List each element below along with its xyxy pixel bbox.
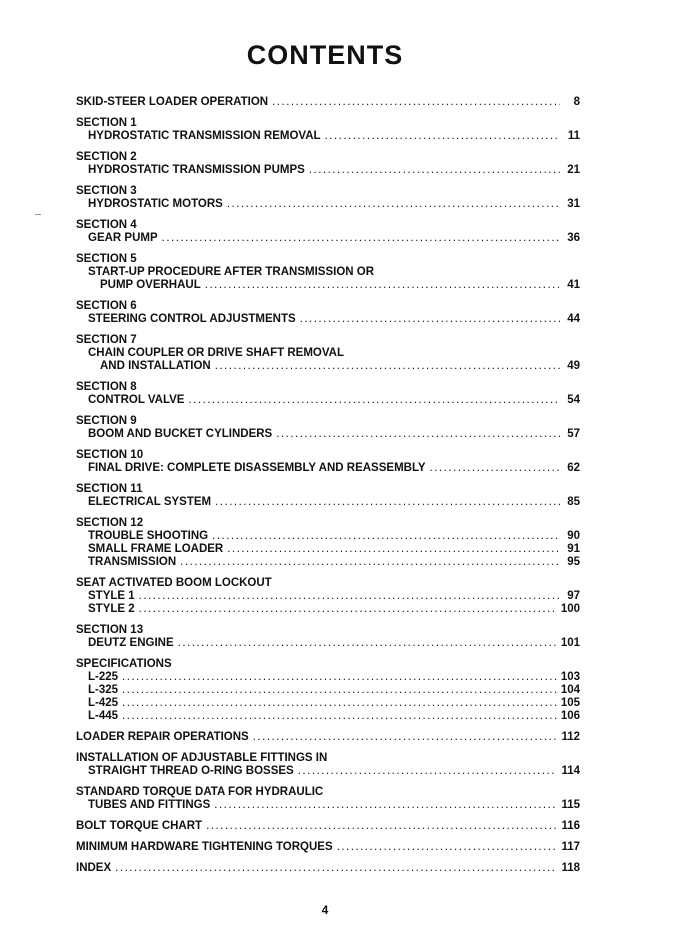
toc-entry[interactable] <box>76 697 580 710</box>
toc-heading: SECTION 8 <box>76 381 137 393</box>
spacer <box>76 812 580 820</box>
spacer <box>76 778 580 786</box>
toc-heading: SECTION 6 <box>76 300 137 312</box>
toc-entry-title: INDEX <box>76 862 112 874</box>
toc-heading: SEAT ACTIVATED BOOM LOCKOUT <box>76 577 272 589</box>
toc-entry-title: L-225 <box>88 671 119 683</box>
toc-entry-title: DEUTZ ENGINE <box>88 637 174 649</box>
dot-leader <box>253 731 558 744</box>
spacer <box>76 833 580 841</box>
spacer <box>76 326 580 334</box>
toc-entry-title: ELECTRICAL SYSTEM <box>88 496 212 508</box>
toc-entry[interactable] <box>76 462 580 475</box>
toc-entry[interactable] <box>76 799 580 812</box>
toc-entry-page: 100 <box>560 603 580 615</box>
toc-entry[interactable] <box>76 710 580 723</box>
toc-entry-title: GEAR PUMP <box>88 232 158 244</box>
toc-heading: SECTION 7 <box>76 334 137 346</box>
spacer <box>76 143 580 151</box>
toc-entry[interactable] <box>76 164 580 177</box>
toc-entry-title: BOLT TORQUE CHART <box>76 820 203 832</box>
toc-heading: CHAIN COUPLER OR DRIVE SHAFT REMOVAL <box>88 347 344 359</box>
dot-leader <box>215 496 560 509</box>
spacer <box>76 109 580 117</box>
dot-leader <box>212 530 560 543</box>
toc-entry-page: 21 <box>567 164 580 176</box>
spacer <box>76 373 580 381</box>
spacer <box>76 441 580 449</box>
toc-entry[interactable] <box>76 543 580 556</box>
toc-entry-title: TROUBLE SHOOTING <box>88 530 209 542</box>
dot-leader <box>206 820 557 833</box>
toc-entry-page: 114 <box>561 765 580 777</box>
spacer <box>76 245 580 253</box>
toc-entry-title: AND INSTALLATION <box>100 360 211 372</box>
table-of-contents <box>76 96 580 875</box>
dot-leader <box>325 130 560 143</box>
toc-entry-page: 31 <box>567 198 580 210</box>
toc-entry[interactable] <box>76 637 580 650</box>
toc-entry[interactable] <box>76 360 580 373</box>
toc-entry-title: PUMP OVERHAUL <box>100 279 201 291</box>
dot-leader <box>122 671 557 684</box>
toc-entry[interactable] <box>76 603 580 616</box>
toc-heading: SECTION 1 <box>76 117 137 129</box>
toc-heading: SECTION 5 <box>76 253 137 265</box>
scan-mark <box>35 214 41 215</box>
dot-leader <box>139 590 560 603</box>
toc-entry-page: 85 <box>567 496 580 508</box>
toc-entry-title: STYLE 1 <box>88 590 135 602</box>
dot-leader <box>205 279 560 292</box>
dot-leader <box>227 543 560 556</box>
dot-leader <box>115 862 557 875</box>
toc-entry-page: 36 <box>567 232 580 244</box>
dot-leader <box>122 710 557 723</box>
toc-entry[interactable] <box>76 731 580 744</box>
toc-entry-title: HYDROSTATIC TRANSMISSION REMOVAL <box>88 130 321 142</box>
dot-leader <box>162 232 560 245</box>
toc-entry[interactable] <box>76 313 580 326</box>
toc-entry-title: STRAIGHT THREAD O-RING BOSSES <box>88 765 294 777</box>
toc-heading: SECTION 2 <box>76 151 137 163</box>
dot-leader <box>178 637 557 650</box>
toc-heading: INSTALLATION OF ADJUSTABLE FITTINGS IN <box>76 752 328 764</box>
toc-entry[interactable] <box>76 496 580 509</box>
dot-leader <box>122 697 557 710</box>
toc-heading: START-UP PROCEDURE AFTER TRANSMISSION OR <box>88 266 375 278</box>
dot-leader <box>188 394 560 407</box>
dot-leader <box>300 313 560 326</box>
toc-entry[interactable] <box>76 428 580 441</box>
toc-entry-page: 103 <box>560 671 580 683</box>
toc-entry-title: L-325 <box>88 684 119 696</box>
toc-entry-page: 41 <box>567 279 580 291</box>
dot-leader <box>298 765 558 778</box>
dot-leader <box>227 198 560 211</box>
toc-entry-page: 115 <box>561 799 580 811</box>
toc-entry[interactable] <box>76 765 580 778</box>
toc-entry-page: 95 <box>567 556 580 568</box>
toc-heading: SPECIFICATIONS <box>76 658 172 670</box>
toc-heading: STANDARD TORQUE DATA FOR HYDRAULIC <box>76 786 324 798</box>
dot-leader <box>215 360 560 373</box>
toc-entry[interactable] <box>76 862 580 875</box>
toc-entry[interactable] <box>76 279 580 292</box>
toc-entry-page: 118 <box>561 862 580 874</box>
toc-entry-title: STEERING CONTROL ADJUSTMENTS <box>88 313 296 325</box>
spacer <box>76 569 580 577</box>
spacer <box>76 509 580 517</box>
toc-entry-page: 101 <box>560 637 580 649</box>
toc-entry[interactable] <box>76 530 580 543</box>
toc-entry-title: L-445 <box>88 710 119 722</box>
toc-entry-page: 62 <box>567 462 580 474</box>
toc-entry[interactable] <box>76 590 580 603</box>
toc-entry-page: 44 <box>567 313 580 325</box>
toc-entry-title: L-425 <box>88 697 119 709</box>
toc-heading: SECTION 10 <box>76 449 144 461</box>
toc-entry-page: 8 <box>573 96 580 108</box>
spacer <box>76 177 580 185</box>
spacer <box>76 723 580 731</box>
toc-entry-page: 49 <box>567 360 580 372</box>
spacer <box>76 744 580 752</box>
spacer <box>76 616 580 624</box>
page-number: 4 <box>321 903 329 917</box>
toc-entry-page: 116 <box>561 820 580 832</box>
toc-entry-title: CONTROL VALVE <box>88 394 185 406</box>
toc-entry-title: TUBES AND FITTINGS <box>88 799 211 811</box>
dot-leader <box>276 428 560 441</box>
spacer <box>76 211 580 219</box>
toc-entry-page: 112 <box>561 731 580 743</box>
toc-heading: SECTION 13 <box>76 624 144 636</box>
spacer <box>76 475 580 483</box>
dot-leader <box>430 462 560 475</box>
dot-leader <box>309 164 560 177</box>
spacer <box>76 854 580 862</box>
toc-entry-page: 117 <box>561 841 580 853</box>
toc-entry[interactable] <box>76 130 580 143</box>
toc-entry-title: SMALL FRAME LOADER <box>88 543 224 555</box>
toc-entry[interactable] <box>76 232 580 245</box>
toc-entry-title: HYDROSTATIC TRANSMISSION PUMPS <box>88 164 305 176</box>
dot-leader <box>122 684 557 697</box>
dot-leader <box>180 556 560 569</box>
toc-entry[interactable] <box>76 684 580 697</box>
toc-entry[interactable] <box>76 198 580 211</box>
toc-heading: SECTION 4 <box>76 219 137 231</box>
toc-entry-title: SKID-STEER LOADER OPERATION <box>76 96 269 108</box>
spacer <box>76 407 580 415</box>
spacer <box>76 650 580 658</box>
toc-entry-title: FINAL DRIVE: COMPLETE DISASSEMBLY AND REASSEMBLY <box>88 462 426 474</box>
dot-leader <box>337 841 558 854</box>
toc-entry-title: BOOM AND BUCKET CYLINDERS <box>88 428 273 440</box>
toc-entry[interactable] <box>76 841 580 854</box>
toc-heading: SECTION 12 <box>76 517 144 529</box>
toc-entry[interactable] <box>76 556 580 569</box>
toc-heading: SECTION 11 <box>76 483 143 495</box>
spacer <box>76 292 580 300</box>
toc-entry-title: STYLE 2 <box>88 603 135 615</box>
toc-entry-page: 54 <box>567 394 580 406</box>
toc-entry[interactable] <box>76 820 580 833</box>
dot-leader <box>214 799 557 812</box>
dot-leader <box>272 96 560 109</box>
page-title: CONTENTS <box>246 40 404 70</box>
toc-entry-title: TRANSMISSION <box>88 556 177 568</box>
toc-entry-page: 11 <box>567 130 580 142</box>
toc-entry[interactable] <box>76 96 580 109</box>
toc-heading: SECTION 3 <box>76 185 137 197</box>
toc-entry-title: LOADER REPAIR OPERATIONS <box>76 731 249 743</box>
toc-entry[interactable] <box>76 671 580 684</box>
toc-entry-page: 105 <box>560 697 580 709</box>
toc-heading: SECTION 9 <box>76 415 137 427</box>
toc-entry-title: MINIMUM HARDWARE TIGHTENING TORQUES <box>76 841 333 853</box>
dot-leader <box>139 603 557 616</box>
toc-entry[interactable] <box>76 394 580 407</box>
toc-entry-page: 97 <box>567 590 580 602</box>
toc-entry-page: 91 <box>567 543 580 555</box>
toc-entry-title: HYDROSTATIC MOTORS <box>88 198 223 210</box>
toc-entry-page: 90 <box>567 530 580 542</box>
toc-entry-page: 106 <box>560 710 580 722</box>
toc-entry-page: 57 <box>567 428 580 440</box>
toc-entry-page: 104 <box>560 684 580 696</box>
